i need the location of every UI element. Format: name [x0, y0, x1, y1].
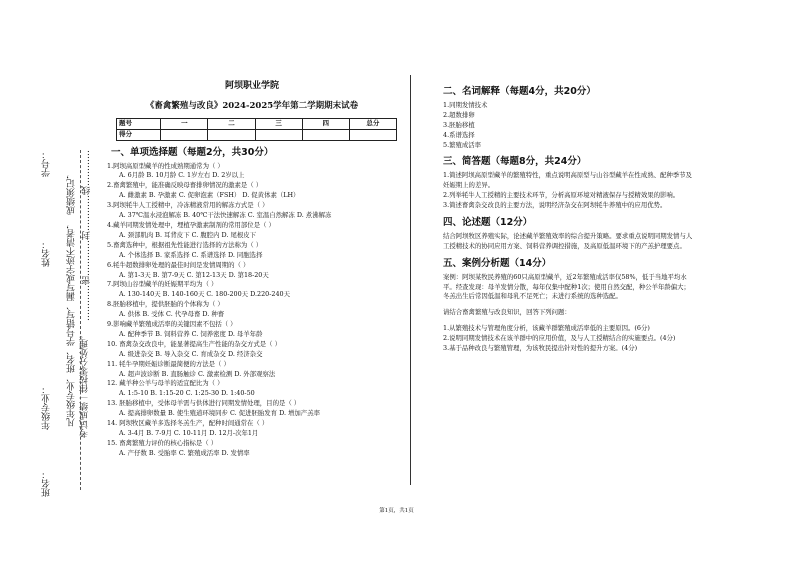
binding-note-main2: 考试成绩一律按零分处理。 — [80, 330, 90, 438]
question-options: A. 1:5-10 B. 1:15-20 C. 1:25-30 D. 1:40-50 — [119, 389, 255, 398]
question-stem: 11. 牦牛孕期妊娠诊断最简便的方法是（ ） — [107, 359, 230, 368]
question-list — [107, 162, 397, 459]
score-table-score-row — [117, 129, 397, 140]
question-stem: 4.藏羊同期发情处理中，埋植孕激素制剂的常用部位是（ ） — [107, 220, 275, 229]
question-stem: 3.阿坝牦牛人工授精中，冷冻精液常用的解冻方式是（ ） — [107, 201, 269, 210]
question-options: A. 雌激素 B. 孕激素 C. 促卵泡素（FSH） D. 促黄体素（LH） — [119, 191, 300, 200]
case-instruction: 请结合畜禽繁殖与改良知识，回答下列问题： — [443, 308, 571, 317]
term-item: 1.同期发情技术 — [443, 100, 488, 109]
term-item: 5.繁殖成活率 — [443, 140, 482, 149]
question-stem: 10. 畜禽杂交改良中，能显著提高生产性能的杂交方式是（ ） — [107, 339, 281, 348]
section-title: 二、名词解释（每题4分，共20分） — [443, 86, 596, 97]
score-input-cell[interactable] — [208, 129, 255, 140]
page-footer: 第1页，共1页 — [379, 508, 414, 514]
short-answer-item: 1.简述阿坝高原型藏羊的繁殖特性，重点说明高原型与山谷型藏羊在性成熟、配种季节及妊娠期上的差异。 — [443, 171, 692, 190]
binding-note-main: 凡年级专业、班名、学号错写、漏写或字迹不清者， — [67, 220, 77, 427]
short-answer-item: 3.简述畜禽杂交改良的主要方法，说明经济杂交在阿坝牦牛养殖中的应用优势。 — [443, 201, 667, 210]
question-stem: 13. 胚胎移植中，受体母羊需与供体进行同期发情处理，目的是（ ） — [107, 399, 301, 408]
question-stem: 9.影响藏羊繁殖成活率的关键因素不包括（ ） — [107, 320, 237, 329]
case-question: 2.说明同期发情技术在该羊群中的应用价值，及与人工授精结合的实施要点。(4分) — [443, 334, 676, 343]
score-input-cell[interactable] — [349, 129, 396, 140]
section-title: 三、简答题（每题8分，共24分） — [443, 156, 587, 168]
score-input-cell[interactable] — [302, 129, 349, 140]
question-stem: 2.畜禽繁殖中，能准确反映母畜排卵情况的激素是（ ） — [107, 181, 263, 190]
question-options: A. 提高排卵数量 B. 使生殖道环境同步 C. 促进胚胎发育 D. 增加产羔率 — [119, 409, 320, 418]
question-options: A. 超声波诊断 B. 直肠触诊 C. 激素检测 D. 外部观察法 — [119, 369, 276, 378]
question-options: A. 37℃温水浸泡解冻 B. 40℃干法快速解冻 C. 室温自然解冻 D. 煮沸解冻 — [119, 211, 332, 220]
question-stem: 15. 畜禽繁殖力评价的核心指标是（ ） — [107, 438, 218, 447]
term-item: 4.系谱选择 — [443, 130, 475, 139]
score-cell: 四 — [302, 118, 349, 129]
case-question: 1.从繁殖技术与管理角度分析，该藏羊群繁殖成活率低的主要原因。(6分) — [443, 324, 650, 333]
binding-note-short: 成绩须记， — [67, 170, 77, 215]
name-label: 姓名： — [42, 240, 52, 267]
right-column — [443, 80, 693, 354]
question-options: A. 第1-3天 B. 第7-9天 C. 第12-13天 D. 第18-20天 — [119, 270, 269, 279]
question-stem: 5.畜禽选种中，根据祖先性能进行选择的方法称为（ ） — [107, 240, 263, 249]
short-answer-item: 2.列举牦牛人工授精的主要技术环节，分析高原环境对精液保存与授精效果的影响。 — [443, 191, 680, 200]
score-input-cell[interactable] — [161, 129, 208, 140]
class-label: 班名： — [42, 470, 52, 497]
question-options: A. 供体 B. 受体 C. 代孕母畜 D. 种畜 — [119, 310, 225, 319]
question-stem: 7.阿坝山谷型藏羊的妊娠期平均为（ ） — [107, 280, 218, 289]
exam-title: 《畜禽繁殖与改良》2024-2025学年第二学期期末试卷 — [145, 100, 359, 111]
binding-dash-line — [80, 150, 81, 490]
left-column — [107, 80, 397, 459]
question-stem: 14. 阿坝牧区藏羊多选择冬羔生产，配种时间通常在（ ） — [107, 419, 269, 428]
score-cell: 一 — [161, 118, 208, 129]
term-item: 3.胚胎移植 — [443, 120, 475, 129]
grade-major-label: 年级专业： — [42, 385, 52, 430]
section-title: 五、案例分析题（14分） — [443, 257, 552, 269]
score-table-header-row — [117, 118, 397, 129]
essay-prompt: 结合阿坝牧区养殖实际，论述藏羊繁殖效率的综合提升策略。要求重点说明同期发情与人工授精技术的协同应用方案、饲料营养调控措施，及高原低温环境下的产羔护理要点。 — [443, 231, 693, 250]
section-title: 一、单项选择题（每题2分，共30分） — [111, 146, 274, 158]
question-options: A. 颈部肌肉 B. 耳背皮下 C. 腹腔内 D. 尾根皮下 — [119, 230, 257, 239]
question-stem: 12. 藏羊种公羊与母羊的适宜配比为（ ） — [107, 379, 224, 388]
score-cell: 得分 — [117, 129, 161, 140]
seal-line: …………密…………封…………线………… — [82, 150, 92, 321]
score-input-cell[interactable] — [255, 129, 302, 140]
question-options: A. 个体选择 B. 家系选择 C. 系谱选择 D. 同胞选择 — [119, 250, 263, 259]
question-stem: 8.胚胎移植中，提供胚胎的个体称为（ ） — [107, 300, 224, 309]
case-question: 3.基于品种改良与繁殖管理，为该牧民提出针对性的提升方案。(4分) — [443, 344, 638, 353]
school-name: 阿坝职业学院 — [224, 81, 279, 91]
question-options: A. 配种季节 B. 饲料营养 C. 饲养密度 D. 母羊年龄 — [119, 329, 263, 338]
question-options: A. 3-4月 B. 7-9月 C. 10-11月 D. 12月-次年1月 — [119, 429, 259, 437]
column-divider — [410, 75, 411, 485]
section-title: 四、论述题（12分） — [443, 216, 533, 228]
case-text: 案例：阿坝某牧民养殖的60只高原型藏羊，近2年繁殖成活率仅58%，低于当地平均水平。经查发现：母羊发情分散，每年仅集中配种1次；使用自然交配，种公羊年龄偏大；冬羔出生后常因低温和母乳不足死亡；未进行系统的选种选配。 — [443, 272, 690, 301]
score-cell: 题号 — [117, 118, 161, 129]
score-cell: 总分 — [349, 118, 396, 129]
term-item: 2.超数排卵 — [443, 110, 475, 119]
question-options: A. 产仔数 B. 受胎率 C. 繁殖成活率 D. 发情率 — [119, 448, 250, 457]
question-options: A. 级进杂交 B. 导入杂交 C. 育成杂交 D. 经济杂交 — [119, 349, 263, 358]
question-stem: 6.牦牛超数排卵处理的最佳时间是发情周期的（ ） — [107, 260, 250, 269]
question-options: A. 130-140天 B. 140-160天 C. 180-200天 D.220-240天 — [119, 290, 290, 299]
score-table — [116, 118, 397, 141]
score-cell: 三 — [255, 118, 302, 129]
student-id-label: 学号： — [42, 150, 52, 177]
question-options: A. 6月龄 B. 10月龄 C. 1岁左右 D. 2岁以上 — [119, 171, 245, 180]
score-cell: 二 — [208, 118, 255, 129]
question-stem: 1.阿坝高原型藏羊的性成熟期通常为（ ） — [107, 161, 224, 170]
